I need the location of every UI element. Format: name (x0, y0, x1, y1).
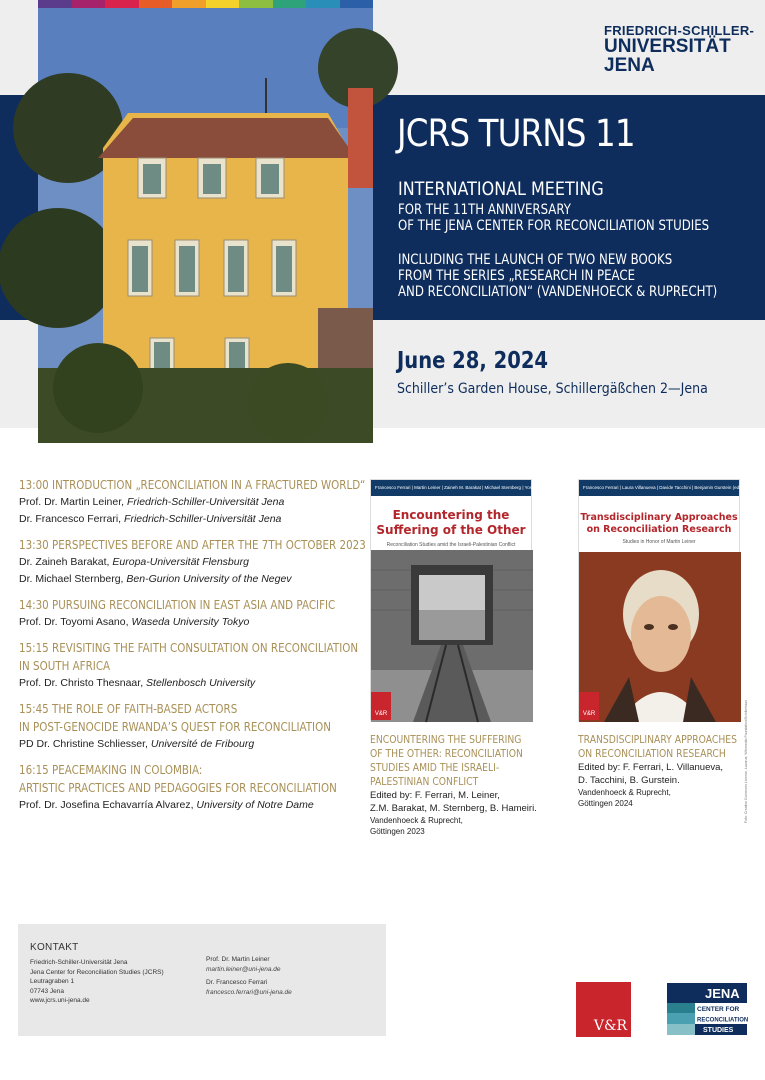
cover-title: Transdisciplinary Approaches on Reconciliation Research (580, 512, 738, 535)
program-list (19, 476, 364, 822)
garden-house-photo (38, 8, 373, 443)
event-description (398, 202, 709, 234)
session-title: 14:30 PURSUING RECONCILIATION IN EAST ASIA AND PACIFIC (19, 598, 336, 612)
book-cover (370, 479, 565, 721)
book-publisher: Vandenhoeck & Ruprecht, Göttingen 2023 (370, 816, 463, 836)
logo-line-3: JENA (604, 55, 655, 76)
session-title: 16:15 PEACEMAKING IN COLOMBIA: (19, 763, 203, 777)
session-title-cont: ARTISTIC PRACTICES AND PEDAGOGIES FOR RECONCILIATION (19, 781, 337, 795)
session-title-cont: IN SOUTH AFRICA (19, 659, 111, 673)
cover-subtitle: Studies in Honor of Martin Leiner (622, 539, 696, 545)
email-link[interactable]: francesco.ferrari@uni-jena.de (206, 988, 292, 996)
session-title-cont: IN POST-GENOCIDE RWANDA’S QUEST FOR RECONCILIATION (19, 720, 331, 734)
contact-heading: KONTAKT (30, 942, 79, 953)
logo-line-2: UNIVERSITÄT (604, 36, 731, 57)
contact-address: Friedrich-Schiller-Universität Jena Jena Center for Reconciliation Studies (JCRS) Leutragraben 1 07743 Jena www.jcrs.uni-jena.de (30, 959, 164, 1004)
session-title: 15:45 THE ROLE OF FAITH-BASED ACTORS (19, 702, 238, 716)
launch-line: INCLUDING THE LAUNCH OF TWO NEW BOOKS (398, 252, 673, 268)
session-speaker: PD Dr. Christine Schliesser, Université de Fribourg (19, 738, 255, 750)
program-session (19, 639, 364, 692)
session-speaker: Dr. Zaineh Barakat, Europa-Universität Flensburg (19, 556, 249, 568)
book-cover (578, 479, 745, 721)
event-venue: Schiller’s Garden House, Schillergäßchen 2—Jena (397, 381, 708, 397)
program-session (19, 700, 364, 753)
cover-authors: Francesco Ferrari | Martin Leiner | Zaineh M. Barakat | Michael Sternberg | Yossi Hameiri (eds.) (371, 480, 531, 496)
logo-line-1: FRIEDRICH-SCHILLER- (604, 23, 755, 38)
event-subtitle: INTERNATIONAL MEETING (398, 178, 604, 200)
program-session (19, 536, 364, 588)
session-speaker: Prof. Dr. Christo Thesnaar, Stellenbosch University (19, 677, 256, 689)
cover-authors: Francesco Ferrari | Laura Villanueva | Davide Tacchini | Benjamin Gurstein (eds.) (579, 480, 739, 496)
contact-persons: Prof. Dr. Martin Leiner martin.leiner@uni-jena.de Dr. Francesco Ferrari francesco.ferrari@uni-jena.de (206, 956, 292, 996)
university-logo (604, 24, 754, 75)
session-title: 13:00 INTRODUCTION „RECONCILIATION IN A FRACTURED WORLD“ (19, 478, 366, 492)
session-speaker: Prof. Dr. Martin Leiner, Friedrich-Schiller-Universität Jena (19, 496, 285, 508)
cover-image-portrait (579, 552, 741, 722)
book-transdisciplinary (578, 479, 745, 809)
website-link[interactable]: www.jcrs.uni-jena.de (30, 997, 90, 1004)
session-title: 13:30 PERSPECTIVES BEFORE AND AFTER THE 7TH OCTOBER 2023 (19, 538, 366, 552)
contact-box (18, 924, 386, 1036)
book-caption: ENCOUNTERING THE SUFFERING OF THE OTHER: RECONCILIATION STUDIES AMID THE ISRAELI- PALESTINIAN CONFLICT (370, 734, 523, 788)
book-editors: Edited by: F. Ferrari, L. Villanueva, D. Tacchini, B. Gurstein. (578, 762, 724, 786)
photo-credit: Foto: Creative Commons License, Lazarus, Wikimedia Foundation/Schillerhaus (744, 700, 748, 823)
jcrs-logo-line: STUDIES (703, 1027, 734, 1034)
launch-line: FROM THE SERIES „RESEARCH IN PEACE (398, 268, 636, 284)
launch-line: AND RECONCILIATION“ (VANDENHOECK & RUPRECHT) (398, 284, 718, 300)
jcrs-logo-line: CENTER FOR (697, 1006, 740, 1013)
session-title: 15:15 REVISITING THE FAITH CONSULTATION ON RECONCILIATION (19, 641, 359, 655)
publisher-mark: V&R (371, 692, 391, 720)
jcrs-logo-line: RECONCILIATION (697, 1017, 749, 1024)
description-line: OF THE JENA CENTER FOR RECONCILIATION STUDIES (398, 218, 710, 234)
session-speaker: Dr. Michael Sternberg, Ben-Gurion University of the Negev (19, 573, 292, 585)
session-speaker: Dr. Francesco Ferrari, Friedrich-Schiller-Universität Jena (19, 513, 282, 525)
jcrs-logo (667, 983, 747, 1035)
book-launch-note (398, 252, 717, 300)
session-speaker: Prof. Dr. Josefina Echavarría Alvarez, University of Notre Dame (19, 799, 314, 811)
event-title: JCRS TURNS 11 (397, 112, 635, 155)
session-speaker: Prof. Dr. Toyomi Asano, Waseda University Tokyo (19, 616, 250, 628)
color-strip (38, 0, 373, 8)
book-encountering (370, 479, 565, 837)
description-line: FOR THE 11TH ANNIVERSARY (398, 202, 571, 218)
book-caption: TRANSDISCIPLINARY APPROACHES ON RECONCILIATION RESEARCH (578, 734, 738, 760)
email-link[interactable]: martin.leiner@uni-jena.de (206, 965, 281, 973)
cover-subtitle: Reconciliation Studies amid the Israeli-Palestinian Conflict (386, 542, 516, 548)
book-editors: Edited by: F. Ferrari, M. Leiner, Z.M. Barakat, M. Sternberg, B. Hameiri. (370, 790, 537, 814)
program-session (19, 761, 364, 814)
vr-publisher-logo: V&R (576, 982, 631, 1037)
program-session (19, 476, 364, 528)
publisher-mark: V&R (579, 692, 599, 720)
cover-image-gate (371, 550, 533, 722)
book-publisher: Vandenhoeck & Ruprecht, Göttingen 2024 (578, 788, 671, 808)
cover-title: Encountering the Suffering of the Other (376, 508, 526, 537)
program-session (19, 596, 364, 631)
event-date: June 28, 2024 (397, 348, 549, 374)
jcrs-logo-line: JENA (705, 986, 740, 1001)
